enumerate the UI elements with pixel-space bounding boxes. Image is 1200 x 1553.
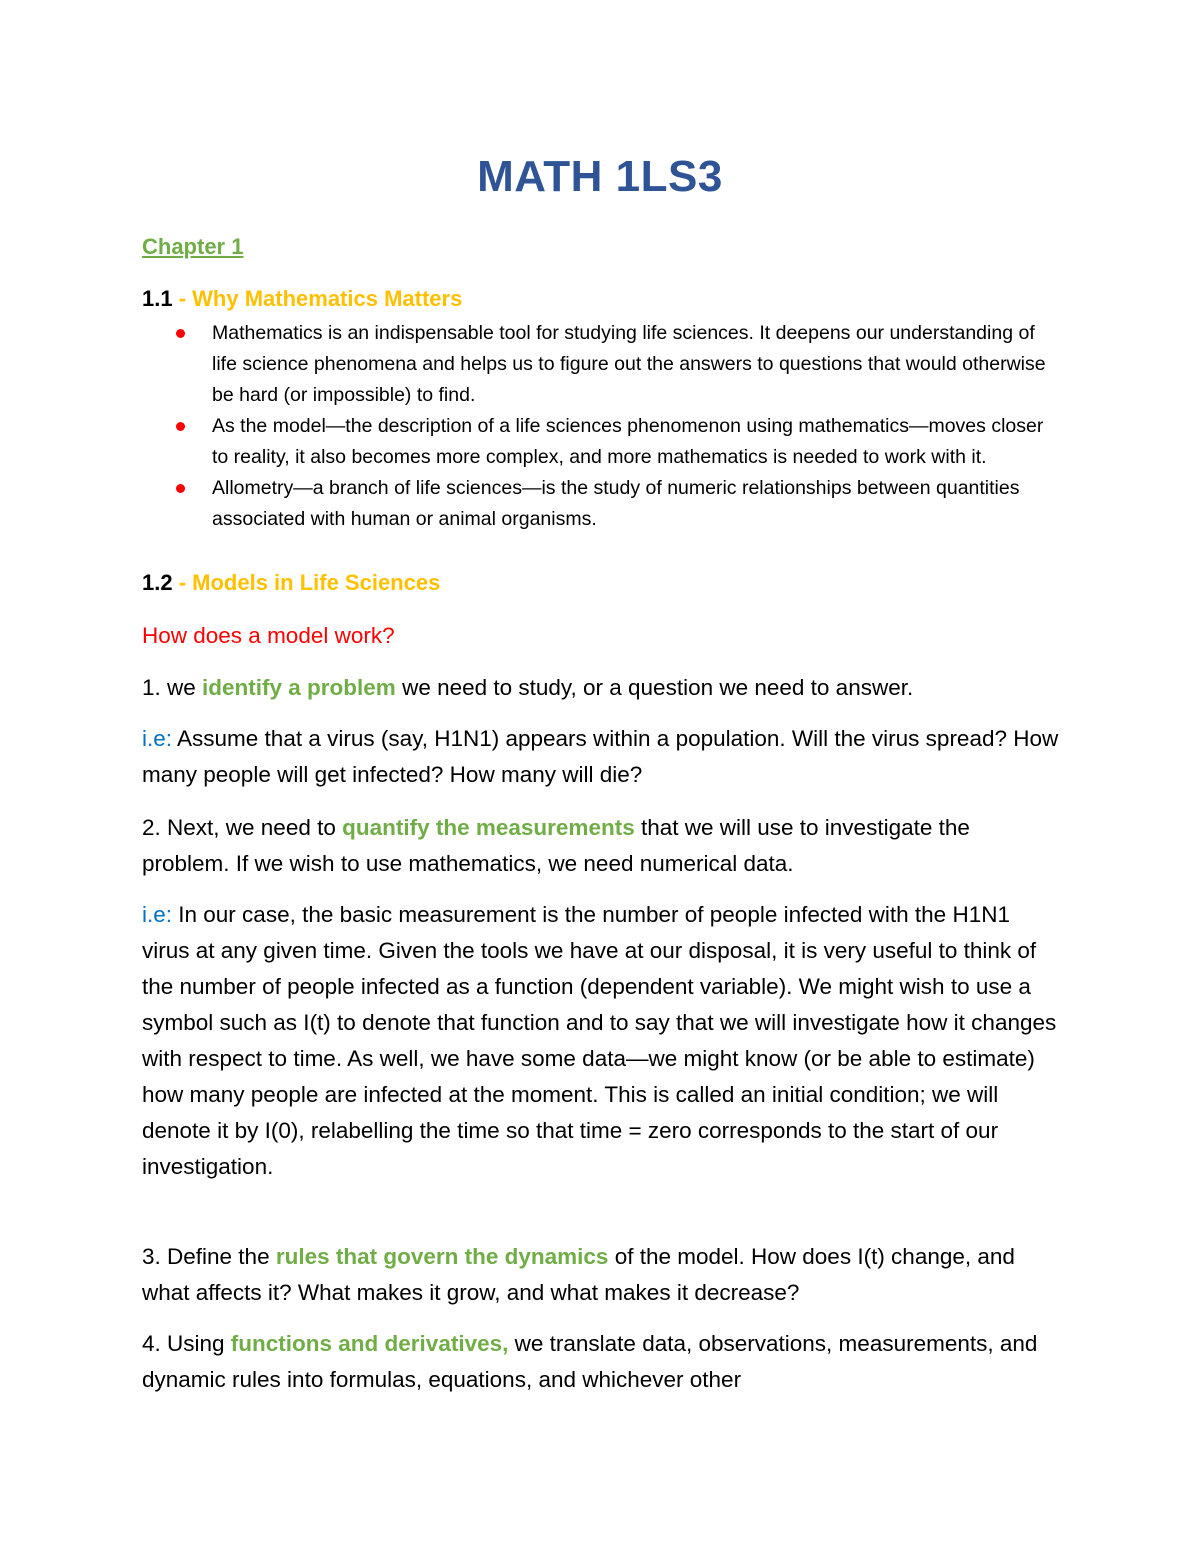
step-text: we translate data, observations, measurements, and dynamic rules into formulas, equations, and whichever other [142,1331,1038,1392]
step-3-paragraph [142,1239,1062,1311]
step-4-paragraph [142,1326,1062,1398]
bullet-text: Mathematics is an indispensable tool for studying life sciences. It deepens our understanding of life science phenomena and helps us to figure out the answers to questions that would otherwise be hard (or impossible) to find. [212,322,1046,406]
list-item [142,411,1062,473]
section-title: - Models in Life Sciences [172,570,441,595]
bullet-text: As the model—the description of a life sciences phenomenon using mathematics—moves closer to reality, it also becomes more complex, and more mathematics is needed to work with it. [212,415,1044,468]
bullet-icon [176,329,185,338]
section-number: 1.2 [142,570,173,595]
chapter-heading: Chapter 1 [142,234,244,259]
question-heading: How does a model work? [142,623,395,648]
list-item [142,318,1062,411]
step-text: 4. Using [142,1331,231,1356]
section-1-2-heading [142,570,440,596]
bullet-text: Allometry—a branch of life sciences—is the study of numeric relationships between quantities associated with human or animal organisms. [212,477,1020,530]
step-2-paragraph [142,810,1062,882]
example-label: i.e: [142,902,173,927]
bullet-icon [176,422,185,431]
step-highlight: quantify the measurements [342,815,635,840]
step-highlight: functions and derivatives, [230,1331,509,1356]
section-number: 1.1 [142,286,173,311]
section-title: - Why Mathematics Matters [172,286,463,311]
example-1-paragraph [142,721,1062,793]
bullet-icon [176,484,185,493]
step-highlight: identify a problem [202,675,396,700]
step-text: that we will use to investigate the problem. If we wish to use mathematics, we need numerical data. [142,815,970,876]
step-text: 3. Define the [142,1244,276,1269]
example-2-paragraph [142,897,1062,1185]
list-item [142,473,1062,535]
step-1-paragraph [142,670,1062,706]
step-text: of the model. How does I(t) change, and what affects it? What makes it grow, and what makes it decrease? [142,1244,1015,1305]
example-text: In our case, the basic measurement is the number of people infected with the H1N1 virus at any given time. Given the tools we have at our disposal, it is very useful to think of the number of people infected as a function (dependent variable). We might wish to use a symbol such as I(t) to denote that function and to say that we will investigate how it changes with respect to time. As well, we have some data—we might know (or be able to estimate) how many people are infected at the moment. This is called an initial condition; we will denote it by I(0), relabelling the time so that time = zero corresponds to the start of our investigation. [142,902,1057,1179]
step-text: 1. we [142,675,203,700]
step-highlight: rules that govern the dynamics [275,1244,609,1269]
example-label: i.e: [142,726,173,751]
step-text: 2. Next, we need to [142,815,343,840]
bullet-list [142,318,1062,535]
section-1-1-heading [142,286,462,312]
document-title: MATH 1LS3 [477,152,723,201]
example-text: Assume that a virus (say, H1N1) appears within a population. Will the virus spread? How many people will get infected? How many will die? [142,726,1059,787]
step-text: we need to study, or a question we need to answer. [395,675,914,700]
